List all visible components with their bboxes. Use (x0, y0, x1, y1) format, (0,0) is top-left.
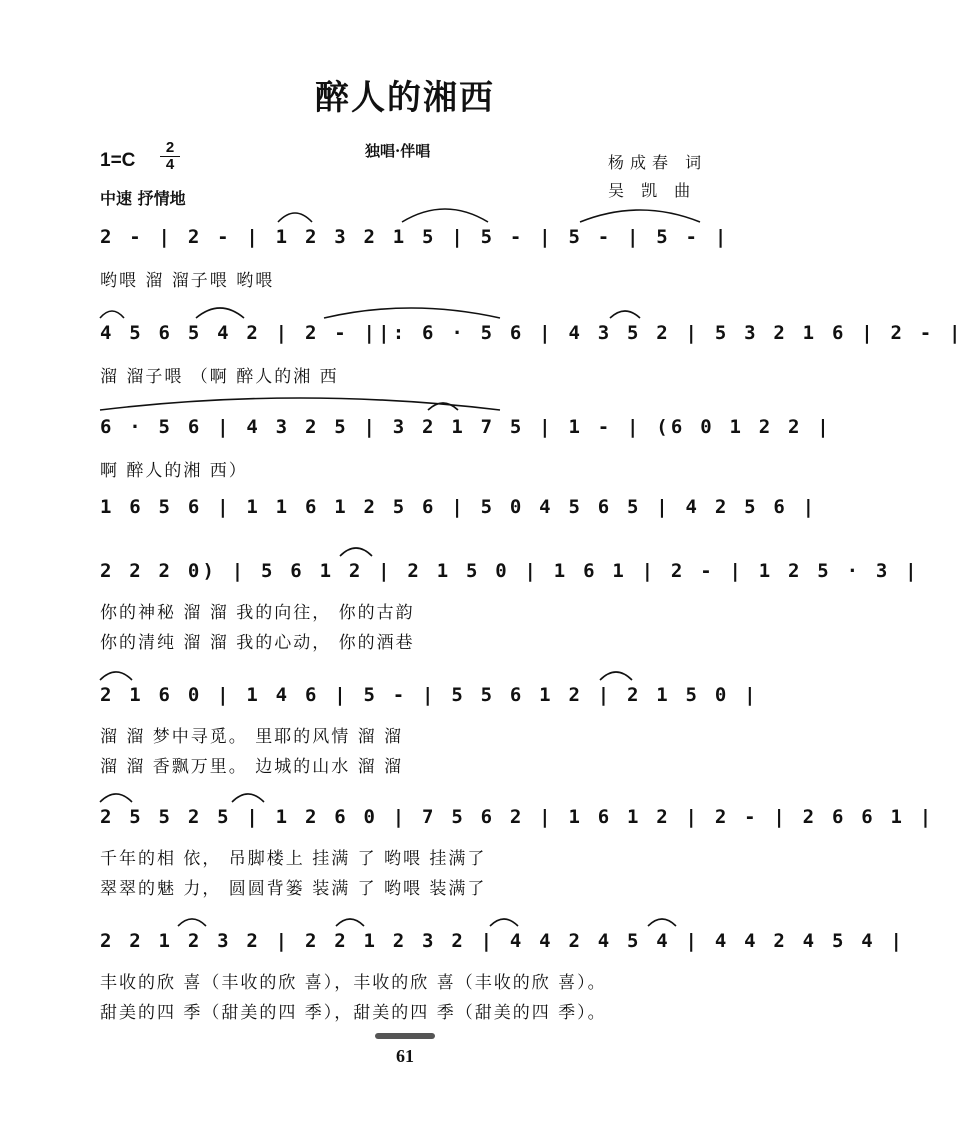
composer-credit: 吴 凯 曲 (608, 181, 697, 200)
performance-style: 独唱·伴唱 (365, 142, 431, 160)
slur-mark (278, 213, 312, 222)
lyric-line-verse-2: 你的清纯 溜 溜 我的心动， 你的酒巷 (100, 633, 415, 653)
key-signature: 1=C (100, 150, 136, 171)
slur-mark (340, 548, 372, 556)
lyricist-credit: 杨成春 词 (608, 153, 708, 172)
slur-mark (100, 672, 132, 680)
slur-mark (196, 308, 244, 318)
slur-mark (232, 794, 264, 802)
lyric-line-verse-2: 溜 溜 香飘万里。 边城的山水 溜 溜 (100, 757, 404, 777)
notation-line: 2 2 1 2 3 2 | 2 2 1 2 3 2 | 4 4 2 4 5 4 | 4 4 2 4 5 4 | (100, 930, 906, 952)
page-number: 61 (396, 1046, 414, 1066)
lyric-line: 啊 醉人的湘 西） (100, 461, 248, 481)
slur-mark (100, 794, 132, 802)
lyric-line-verse-1: 千年的相 依， 吊脚楼上 挂满 了 哟喂 挂满了 (100, 849, 487, 869)
slur-mark (490, 919, 518, 926)
slur-mark (600, 672, 632, 680)
notation-line: 6 · 5 6 | 4 3 2 5 | 3 2 1 7 5 | 1 - | (6 0 1 2 2 | (100, 416, 832, 438)
slur-mark (100, 311, 124, 318)
slur-mark (336, 919, 364, 926)
time-signature-top: 2 (165, 139, 175, 156)
lyric-line-verse-2: 甜美的四 季（甜美的四 季），甜美的四 季（甜美的四 季）。 (100, 1003, 607, 1023)
notation-line: 2 - | 2 - | 1 2 3 2 1 5 | 5 - | 5 - | 5 - | (100, 226, 730, 248)
lyric-line-verse-1: 你的神秘 溜 溜 我的向往， 你的古韵 (100, 603, 415, 623)
slur-mark (178, 919, 206, 926)
lyric-line: 溜 溜子喂 （啊 醉人的湘 西 (100, 367, 339, 387)
notation-line: 4 5 6 5 4 2 | 2 - ||: 6 · 5 6 | 4 3 5 2 | 5 3 2 1 6 | 2 - | (100, 322, 964, 344)
slur-mark (610, 311, 640, 318)
slur-mark (648, 919, 676, 926)
lyric-line: 哟喂 溜 溜子喂 哟喂 (100, 271, 275, 291)
slur-mark (324, 308, 500, 318)
notation-line: 2 2 2 0) | 5 6 1 2 | 2 1 5 0 | 1 6 1 | 2 - | 1 2 5 · 3 | (100, 560, 920, 582)
lyric-line-verse-2: 翠翠的魅 力， 圆圆背篓 装满 了 哟喂 装满了 (100, 879, 487, 899)
notation-line: 1 6 5 6 | 1 1 6 1 2 5 6 | 5 0 4 5 6 5 | 4 2 5 6 | (100, 496, 818, 518)
song-title: 醉人的湘西 (315, 78, 495, 118)
lyric-line-verse-1: 丰收的欣 喜（丰收的欣 喜），丰收的欣 喜（丰收的欣 喜）。 (100, 973, 607, 993)
tempo-marking: 中速 抒情地 (100, 189, 186, 208)
page-number-ornament (375, 1033, 435, 1039)
notation-line: 2 5 5 2 5 | 1 2 6 0 | 7 5 6 2 | 1 6 1 2 | 2 - | 2 6 6 1 | (100, 806, 935, 828)
notation-line: 2 1 6 0 | 1 4 6 | 5 - | 5 5 6 1 2 | 2 1 5 0 | (100, 684, 759, 706)
slur-mark (580, 210, 700, 222)
time-signature-bottom: 4 (160, 156, 180, 173)
slur-mark (402, 209, 488, 222)
lyric-line-verse-1: 溜 溜 梦中寻觅。 里耶的风情 溜 溜 (100, 727, 404, 747)
